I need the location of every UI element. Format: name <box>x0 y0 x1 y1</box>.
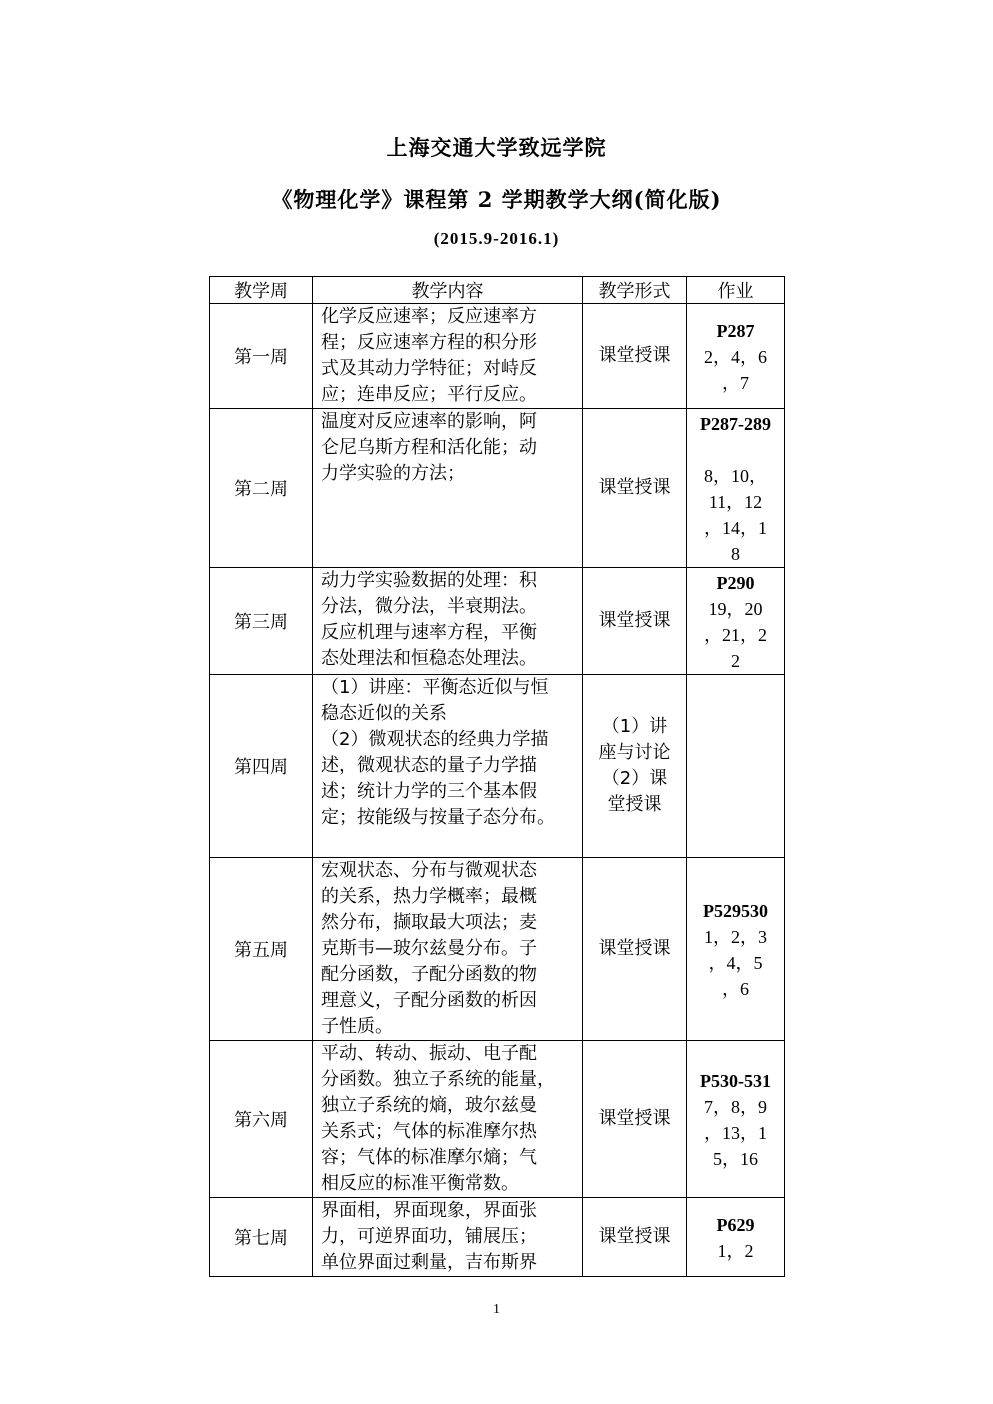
homework-items: 2 <box>731 651 740 671</box>
content-line: 容；气体的标准摩尔熵；气 <box>321 1147 537 1168</box>
content-line: （1）讲座：平衡态近似与恒 <box>321 677 549 698</box>
homework-cell <box>687 568 785 675</box>
content-line: （2）微观状态的经典力学描 <box>321 729 549 750</box>
table-row <box>210 1198 785 1277</box>
homework-cell <box>687 409 785 568</box>
content-line: 配分函数，子配分函数的物 <box>321 964 537 985</box>
term-dates: (2015.9-2016.1) <box>433 229 560 248</box>
homework-items: ，14，1 <box>704 518 767 538</box>
homework-items: 5，16 <box>713 1149 758 1169</box>
content-cell <box>313 409 583 568</box>
content-line: 相反应的标准平衡常数。 <box>321 1173 519 1194</box>
week-cell: 第六周 <box>210 1041 313 1198</box>
content-line: 关系式；气体的标准摩尔热 <box>321 1121 537 1142</box>
content-line: 子性质。 <box>321 1016 393 1037</box>
content-line: 仑尼乌斯方程和活化能；动 <box>321 437 537 458</box>
homework-cell <box>687 1198 785 1277</box>
content-cell <box>313 304 583 409</box>
content-cell <box>313 858 583 1041</box>
form-line: （2）课 <box>601 768 668 789</box>
week-cell: 第四周 <box>210 675 313 858</box>
homework-items <box>687 437 784 463</box>
homework-items: ，13，1 <box>704 1123 767 1143</box>
week-cell: 第二周 <box>210 409 313 568</box>
homework-page-ref: P290 <box>716 573 755 593</box>
homework-items: 8，10， <box>704 466 767 486</box>
column-header-content: 教学内容 <box>313 277 583 304</box>
table-row <box>210 858 785 1041</box>
content-line: 反应机理与速率方程，平衡 <box>321 622 537 643</box>
content-line: 稳态近似的关系 <box>321 703 447 724</box>
column-header-week: 教学周 <box>210 277 313 304</box>
homework-page-ref: P529530 <box>703 901 768 921</box>
content-line: 温度对反应速率的影响，阿 <box>321 411 537 432</box>
content-line: 的关系，热力学概率；最概 <box>321 886 537 907</box>
form-line: 课堂授课 <box>598 938 671 959</box>
content-line: 述，微观状态的量子力学描 <box>321 755 537 776</box>
content-line: 分法，微分法，半衰期法。 <box>321 596 537 617</box>
homework-cell <box>687 1041 785 1198</box>
content-cell <box>313 1198 583 1277</box>
homework-items: ，4，5 <box>708 953 763 973</box>
content-line: 态处理法和恒稳态处理法。 <box>321 648 537 669</box>
homework-items: 11，12 <box>708 492 763 512</box>
homework-page-ref: P530-531 <box>700 1071 771 1091</box>
content-line: 克斯韦—玻尔兹曼分布。子 <box>321 938 537 959</box>
week-cell: 第一周 <box>210 304 313 409</box>
homework-items: ，7 <box>722 373 749 393</box>
homework-page-ref: P629 <box>716 1215 755 1235</box>
table-row <box>210 1041 785 1198</box>
form-cell <box>583 304 687 409</box>
table-row <box>210 409 785 568</box>
week-cell: 第七周 <box>210 1198 313 1277</box>
homework-items: 19，20 <box>708 599 763 619</box>
content-line: 单位界面过剩量，吉布斯界 <box>321 1252 537 1273</box>
form-cell <box>583 1041 687 1198</box>
form-line: 课堂授课 <box>598 345 671 366</box>
page-number: 1 <box>493 1302 500 1317</box>
homework-page-ref: P287-289 <box>700 414 771 434</box>
content-line: 化学反应速率；反应速率方 <box>321 306 537 327</box>
content-line: 程；反应速率方程的积分形 <box>321 332 537 353</box>
column-header-homework: 作业 <box>687 277 785 304</box>
homework-items: 1，2 <box>717 1241 754 1261</box>
table-row <box>210 304 785 409</box>
content-line: 式及其动力学特征；对峙反 <box>321 358 537 379</box>
homework-cell <box>687 858 785 1041</box>
content-cell <box>313 1041 583 1198</box>
content-line: 力学实验的方法； <box>321 463 465 484</box>
form-line: 课堂授课 <box>598 610 671 631</box>
content-cell <box>313 675 583 858</box>
content-line: 述；统计力学的三个基本假 <box>321 781 537 802</box>
content-line: 动力学实验数据的处理：积 <box>321 570 537 591</box>
homework-items: ，6 <box>722 979 749 999</box>
content-line: 平动、转动、振动、电子配 <box>321 1043 537 1064</box>
column-header-form: 教学形式 <box>583 277 687 304</box>
school-title: 上海交通大学致远学院 <box>386 135 607 160</box>
form-cell <box>583 409 687 568</box>
form-line: 堂授课 <box>607 794 662 815</box>
form-line: 课堂授课 <box>598 1226 671 1247</box>
form-line: 座与讨论 <box>598 742 671 763</box>
week-cell: 第五周 <box>210 858 313 1041</box>
form-cell <box>583 568 687 675</box>
homework-cell <box>687 304 785 409</box>
form-cell <box>583 858 687 1041</box>
content-line: 界面相，界面现象，界面张 <box>321 1200 537 1221</box>
form-cell <box>583 1198 687 1277</box>
homework-items: 7，8，9 <box>704 1097 767 1117</box>
content-line: 分函数。独立子系统的能量， <box>321 1069 555 1090</box>
form-line: （1）讲 <box>601 716 668 737</box>
syllabus-table <box>209 276 785 1277</box>
week-cell: 第三周 <box>210 568 313 675</box>
table-row <box>210 568 785 675</box>
content-line: 定；按能级与按量子态分布。 <box>321 807 555 828</box>
table-header-row <box>210 277 785 304</box>
homework-items: 1，2，3 <box>704 927 767 947</box>
table-row <box>210 675 785 858</box>
content-cell <box>313 568 583 675</box>
content-line: 宏观状态、分布与微观状态 <box>321 860 537 881</box>
homework-items: 2，4，6 <box>704 347 767 367</box>
course-title: 《物理化学》课程第 2 学期教学大纲(简化版) <box>271 187 722 212</box>
content-line: 独立子系统的熵，玻尔兹曼 <box>321 1095 537 1116</box>
homework-cell <box>687 675 785 858</box>
content-line: 力，可逆界面功，铺展压； <box>321 1226 537 1247</box>
form-line: 课堂授课 <box>598 1108 671 1129</box>
content-line: 应；连串反应；平行反应。 <box>321 384 537 405</box>
content-line: 理意义，子配分函数的析因 <box>321 990 537 1011</box>
homework-items: ，21，2 <box>704 625 767 645</box>
homework-page-ref: P287 <box>716 321 755 341</box>
form-line: 课堂授课 <box>598 477 671 498</box>
form-cell <box>583 675 687 858</box>
content-line: 然分布，撷取最大项法；麦 <box>321 912 537 933</box>
homework-items: 8 <box>731 544 740 564</box>
